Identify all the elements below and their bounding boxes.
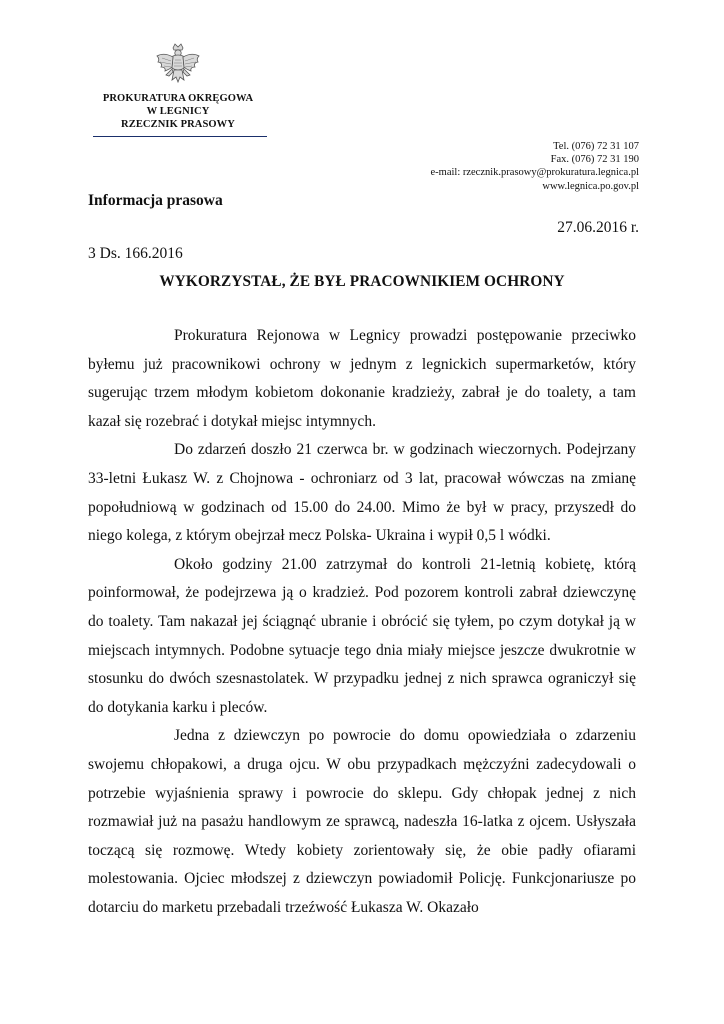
paragraph: Około godziny 21.00 zatrzymał do kontroli 21-letnią kobietę, którą poinformował, że podejrzewa ją o kradzież. Pod pozorem kontroli zabrał dziewczynę do toalety. Tam nakazał jej ściągnąć ubranie i obrócić się tyłem, po czym dotykał ją w miejscach intymnych. Podobne sytuacje tego dnia miały miejsce jeszcze dwukrotnie w stosunku do dwóch szesnastolatek. W przypadku jednej z nich sprawca ograniczył się do dotykania karku i pleców. bbox=[88, 555, 636, 716]
contact-phone: Tel. (076) 72 31 107 bbox=[553, 141, 639, 152]
document-date: 27.06.2016 r. bbox=[557, 219, 639, 236]
office-name-line-1: PROKURATURA OKRĘGOWA bbox=[102, 93, 254, 104]
contact-email: e-mail: rzecznik.prasowy@prokuratura.legnica.pl bbox=[430, 167, 639, 179]
office-name-line-3: RZECZNIK PRASOWY bbox=[121, 119, 235, 130]
contact-fax: Fax. (076) 72 31 190 bbox=[550, 154, 639, 166]
office-name-line-2: W LEGNICY bbox=[146, 106, 210, 117]
paragraph: Prokuratura Rejonowa w Legnicy prowadzi postępowanie przeciwko byłemu już pracownikowi ochrony w jednym z legnickich supermarketów, który sugerując trzem młodym kobietom dokonanie kradzieży, zabrał je do toalety, a tam kazał się rozebrać i dotykał miejsc intymnych. bbox=[88, 327, 636, 430]
document-type: Informacja prasowa bbox=[88, 192, 223, 209]
paragraph: Do zdarzeń doszło 21 czerwca br. w godzinach wieczornych. Podejrzany 33-letni Łukasz W. z Chojnowa - ochroniarz od 3 lat, pracował wówczas na zmianę popołudniową w godzinach od 15.00 do 24.00. Mimo że był w pracy, przyszedł do niego kolega, z którym obejrzał mecz Polska- Ukraina i wypił 0,5 l wódki. bbox=[88, 441, 636, 545]
case-number: 3 Ds. 166.2016 bbox=[88, 245, 183, 262]
office-name bbox=[95, 92, 261, 131]
polish-eagle-emblem-icon bbox=[154, 42, 202, 88]
letterhead-divider bbox=[93, 136, 267, 137]
contact-website: www.legnica.po.gov.pl bbox=[542, 180, 639, 192]
paragraph: Jedna z dziewczyn po powrocie do domu opowiedziała o zdarzeniu swojemu chłopakowi, a druga ojcu. W obu przypadkach mężczyźni zadecydowali o potrzebie wyjaśnienia sprawy i powrocie do sklepu. Gdy chłopak jednej z nich rozmawiał już na pasażu handlowym ze sprawcą, nadeszła 16-latka z ojcem. Usłyszała toczącą się rozmowę. Wtedy kobiety zorientowały się, że obie padły ofiarami molestowania. Ojciec młodszej z dziewczyn powiadomił Policję. Funkcjonariusze po dotarciu do marketu przebadali trzeźwość Łukasza W. Okazało bbox=[88, 727, 636, 916]
page-title: WYKORZYSTAŁ, ŻE BYŁ PRACOWNIKIEM OCHRONY bbox=[159, 273, 565, 290]
body-text bbox=[88, 322, 636, 922]
contact-block bbox=[431, 140, 640, 193]
